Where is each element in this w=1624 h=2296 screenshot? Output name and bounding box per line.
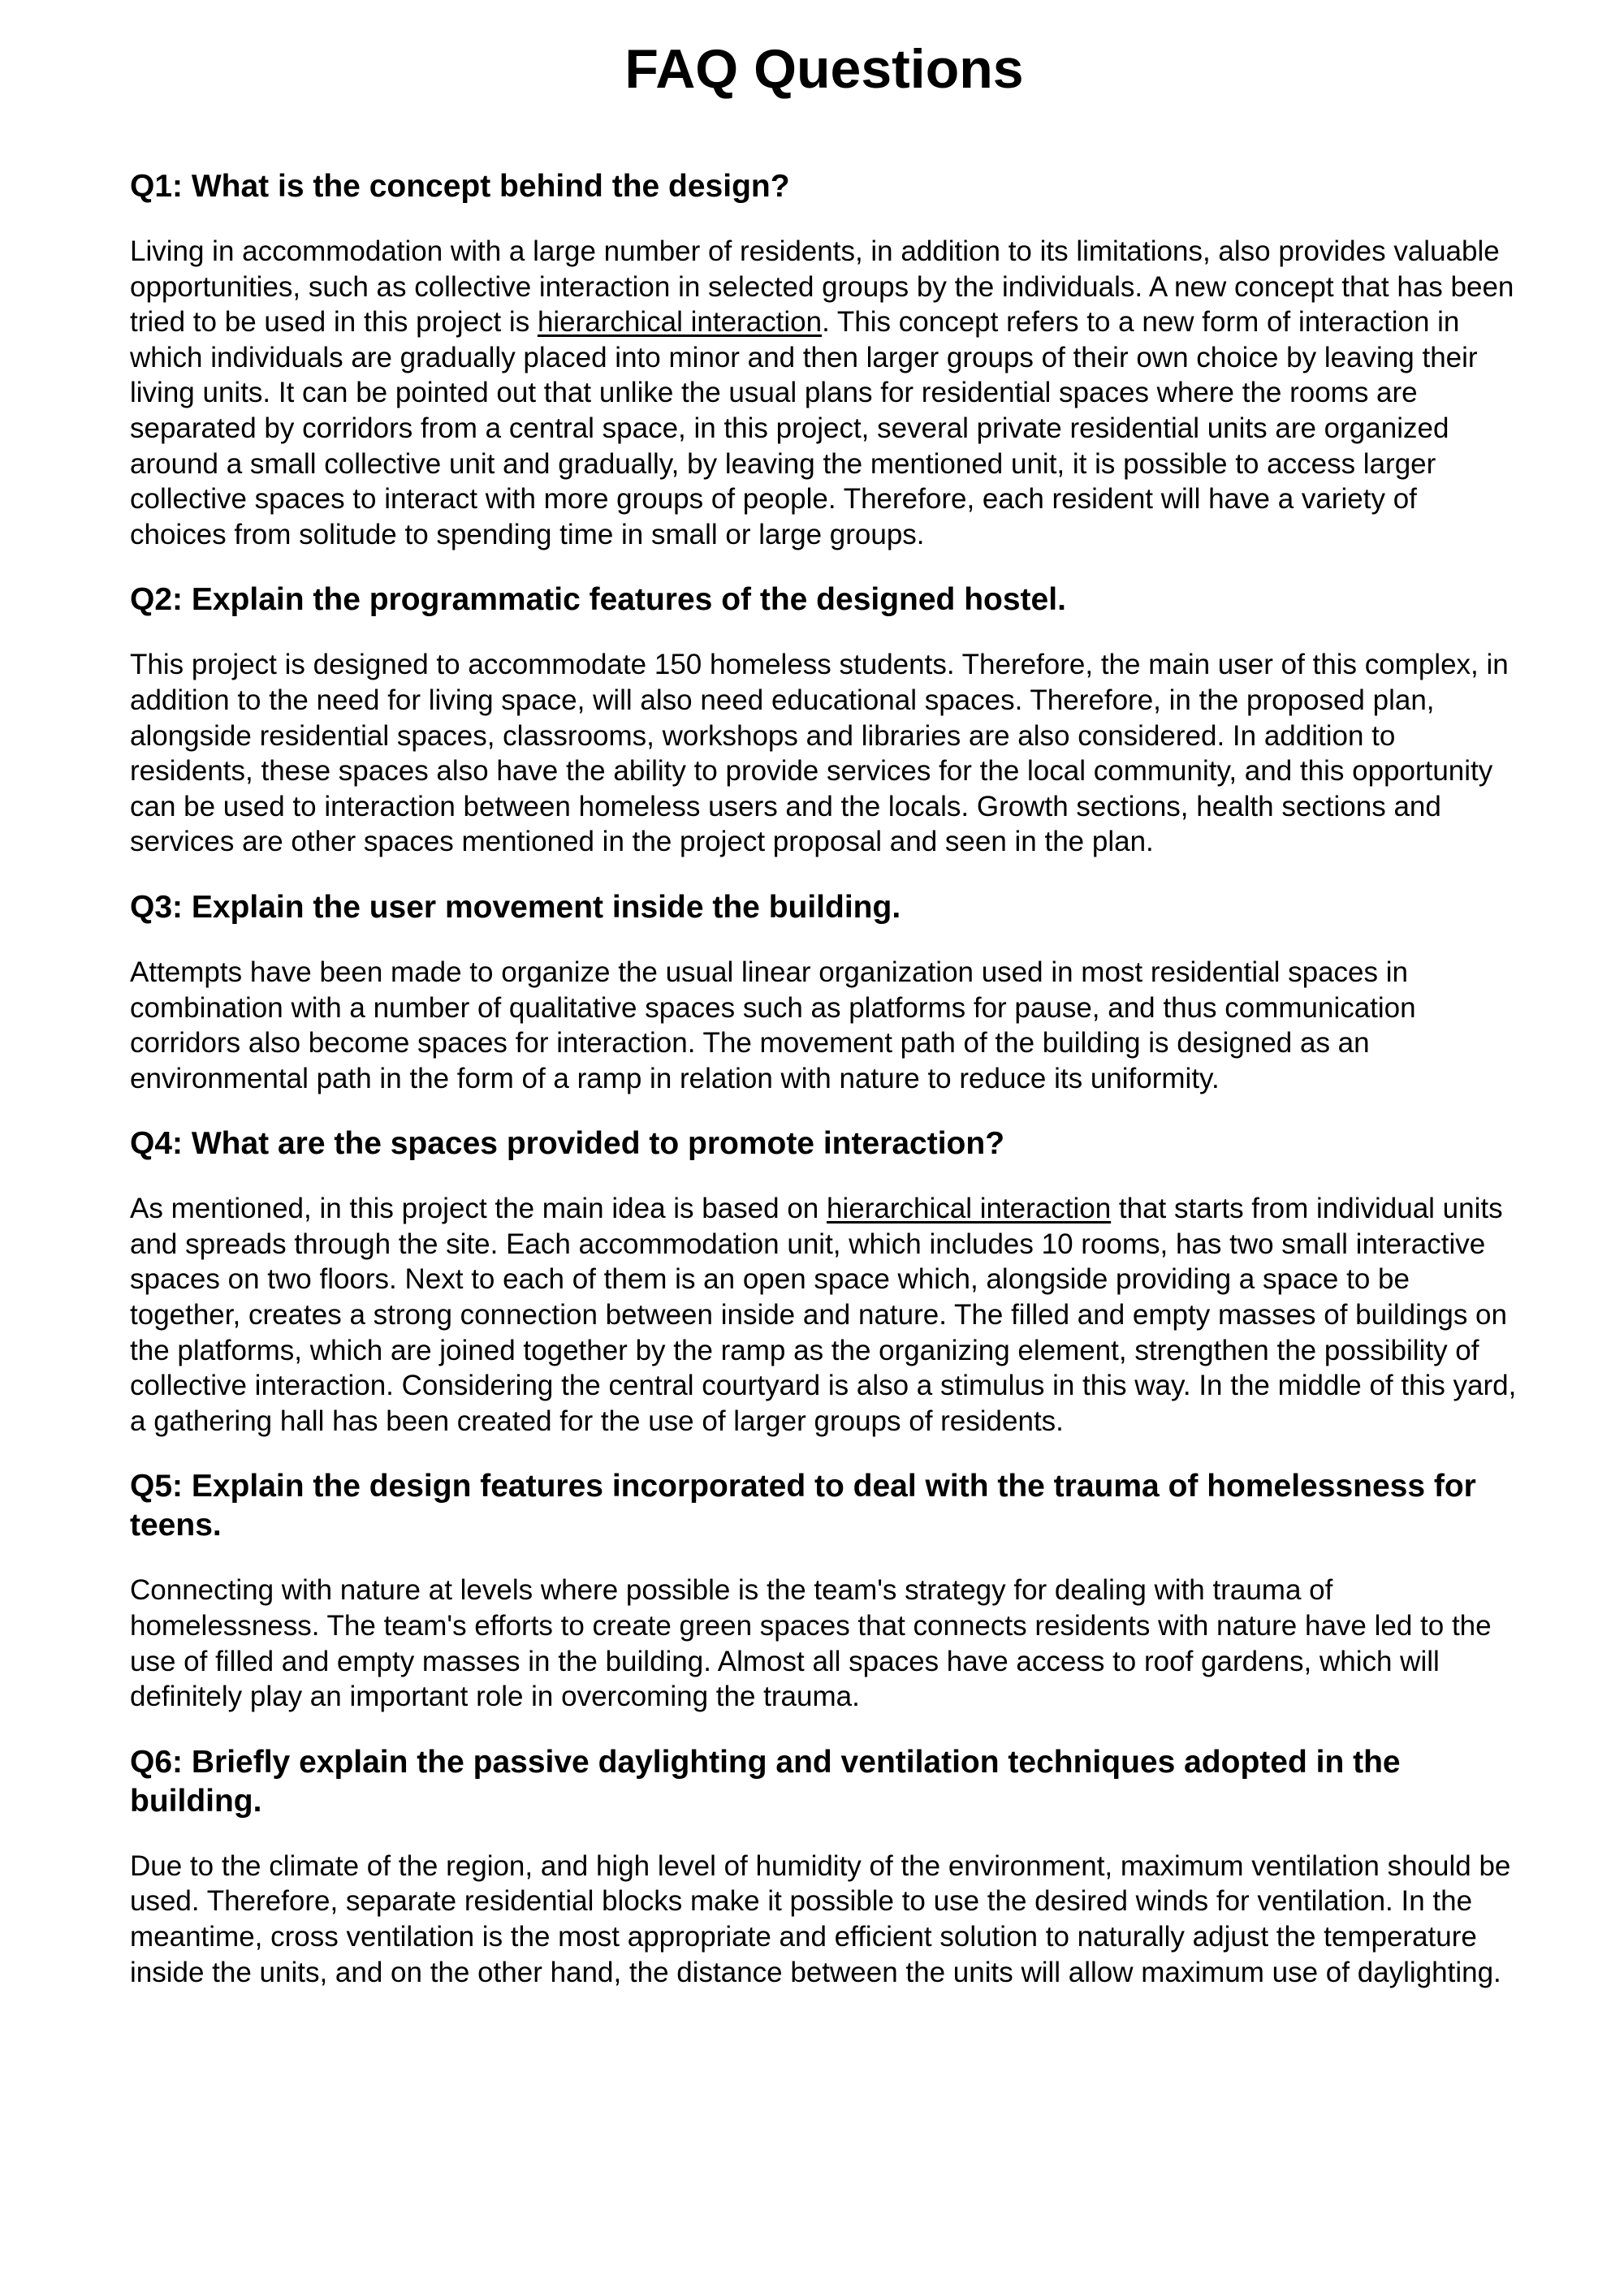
- faq-question: Q4: What are the spaces provided to promote interaction?: [130, 1126, 1005, 1162]
- faq-answer: [130, 647, 1518, 860]
- faq-item-q2: [130, 580, 1518, 860]
- faq-answer: [130, 234, 1518, 552]
- faq-question: Q1: What is the concept behind the design?: [130, 169, 790, 204]
- faq-question: Q2: Explain the programmatic features of the designed hostel.: [130, 582, 1066, 618]
- faq-item-q4: [130, 1124, 1518, 1439]
- page-title: FAQ Questions: [624, 38, 1024, 100]
- faq-item-q3: [130, 888, 1518, 1096]
- faq-question: Q5: Explain the design features incorporated to deal with the trauma of homelessness for teens.: [130, 1469, 1476, 1543]
- faq-question: Q3: Explain the user movement inside the building.: [130, 889, 901, 925]
- answer-text: This project is designed to accommodate 150 homeless students. Therefore, the main user of this complex, in addition to the need for living space, will also need educational spaces. Therefore, in the proposed plan, alongside residential spaces, classrooms, workshops and libraries are also considered. In addition to residents, these spaces also have the ability to provide services for the local community, and this opportunity can be used to interaction between homeless users and the locals. Growth sections, health sections and services are other spaces mentioned in the project proposal and seen in the plan.: [130, 649, 1509, 858]
- hierarchical-interaction-term: hierarchical interaction: [537, 306, 823, 339]
- answer-text: Due to the climate of the region, and high level of humidity of the environment, maximum ventilation should be used. Therefore, separate residential blocks make it possible to use the desired winds for ventilation. In the meantime, cross ventilation is the most appropriate and efficient solution to naturally adjust the temperature inside the units, and on the other hand, the distance between the units will allow maximum use of daylighting.: [130, 1849, 1511, 1988]
- faq-answer: [130, 1849, 1518, 1990]
- answer-text: . This concept refers to a new form of interaction in which individuals are gradually placed into minor and then larger groups of their own choice by leaving their living units. It can be pointed out that unlike the usual plans for residential spaces where the rooms are separated by corridors from a central space, in this project, several private residential units are organized around a small collective unit and gradually, by leaving the mentioned unit, it is possible to access larger collective spaces to interact with more groups of people. Therefore, each resident will have a variety of choices from solitude to spending time in small or large groups.: [130, 306, 1478, 550]
- answer-text: Connecting with nature at levels where possible is the team's strategy for dealing with trauma of homelessness. The team's efforts to create green spaces that connects residents with nature have led to the use of filled and empty masses in the building. Almost all spaces have access to roof gardens, which will definitely play an important role in overcoming the trauma.: [130, 1574, 1492, 1713]
- faq-question: Q6: Briefly explain the passive daylighting and ventilation techniques adopted in the building.: [130, 1744, 1401, 1819]
- faq-item-q1: [130, 167, 1518, 552]
- faq-item-q6: [130, 1743, 1518, 1990]
- answer-text: Living in accommodation with a large number of residents, in addition to its limitations, also provides valuable opportunities, such as collective interaction in selected groups by the individuals. A new concept that has been tried to be used in this project is: [130, 235, 1514, 339]
- hierarchical-interaction-term: hierarchical interaction: [827, 1193, 1112, 1225]
- answer-text: Attempts have been made to organize the usual linear organization used in most residential spaces in combination with a number of qualitative spaces such as platforms for pause, and thus communication corridors also become spaces for interaction. The movement path of the building is designed as an environmental path in the form of a ramp in relation with nature to reduce its uniformity.: [130, 956, 1416, 1094]
- faq-item-q5: [130, 1467, 1518, 1714]
- faq-answer: [130, 1191, 1518, 1439]
- faq-answer: [130, 955, 1518, 1096]
- answer-text: As mentioned, in this project the main idea is based on: [130, 1193, 827, 1225]
- answer-text: that starts from individual units and spreads through the site. Each accommodation unit, which includes 10 rooms, has two small interactive spaces on two floors. Next to each of them is an open space which, alongside providing a space to be together, creates a strong connection between inside and nature. The filled and empty masses of buildings on the platforms, which are joined together by the ramp as the organizing element, strengthen the possibility of collective interaction. Considering the central courtyard is also a stimulus in this way. In the middle of this yard, a gathering hall has been created for the use of larger groups of residents.: [130, 1193, 1517, 1437]
- faq-answer: [130, 1573, 1518, 1714]
